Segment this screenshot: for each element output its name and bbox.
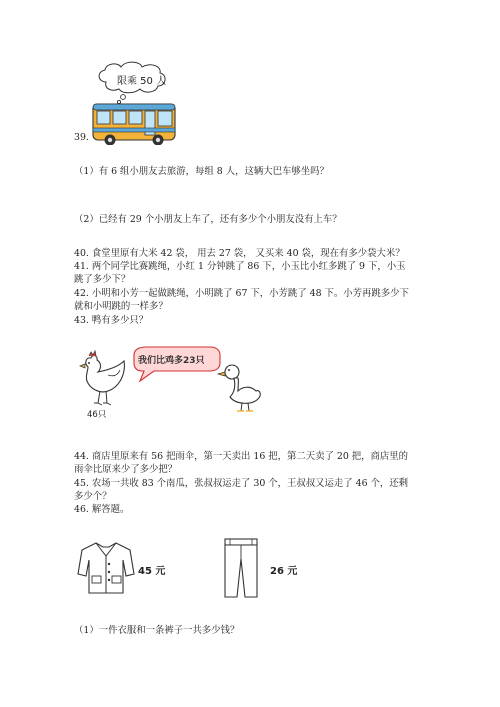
q44-line1: 44. 商店里原来有 56 把雨伞，第一天卖出 16 把，第二天卖了 20 把，商店里的 [74,451,409,462]
coat-price: 45 元 [138,566,166,577]
bus-sign-text: 限乘 50 人 [117,76,167,87]
q41-line2: 跳了多少下？ [74,274,131,285]
pants-illustration [222,537,260,599]
q39-number: 39. [74,132,89,143]
q43-text: 43. 鸭有多少只？ [74,315,149,326]
q45-line2: 多少个？ [74,491,112,502]
pants-price: 26 元 [270,566,298,577]
q42-line2: 就和小明跳的一样多？ [74,301,168,312]
q40-text: 40. 食堂里原有大米 42 袋， 用去 27 袋， 又买来 40 袋，现在有多少袋大米？ [74,248,405,259]
q42-line1: 42. 小明和小芳一起做跳绳，小明跳了 67 下，小芳跳了 48 下。小芳再跳多少下 [74,288,409,299]
q39-sub2: （2）已经有 29 个小朋友上车了，还有多少个小朋友没有上车？ [74,214,342,225]
q41-line1: 41. 两个同学比赛跳绳，小红 1 分钟跳了 86 下，小玉比小红多跳了 9 下，小玉 [74,261,406,272]
q45-line1: 45. 农场一共收 83 个南瓜，张叔叔运走了 30 个，王叔叔又运走了 46 个，还剩 [74,478,409,489]
q39-sub1: （1）有 6 组小朋友去旅游，每组 8 人，这辆大巴车够坐吗？ [74,166,329,177]
q46-text: 46. 解答题。 [74,504,130,515]
q44-line2: 雨伞比原来少了多少把？ [74,464,178,475]
speech-bubble-text: 我们比鸡多23只 [138,356,205,366]
coat-illustration [76,540,136,596]
q46-sub1: （1）一件衣服和一条裤子一共多少钱？ [74,625,240,636]
chicken-count-label: 46只 [87,410,107,420]
